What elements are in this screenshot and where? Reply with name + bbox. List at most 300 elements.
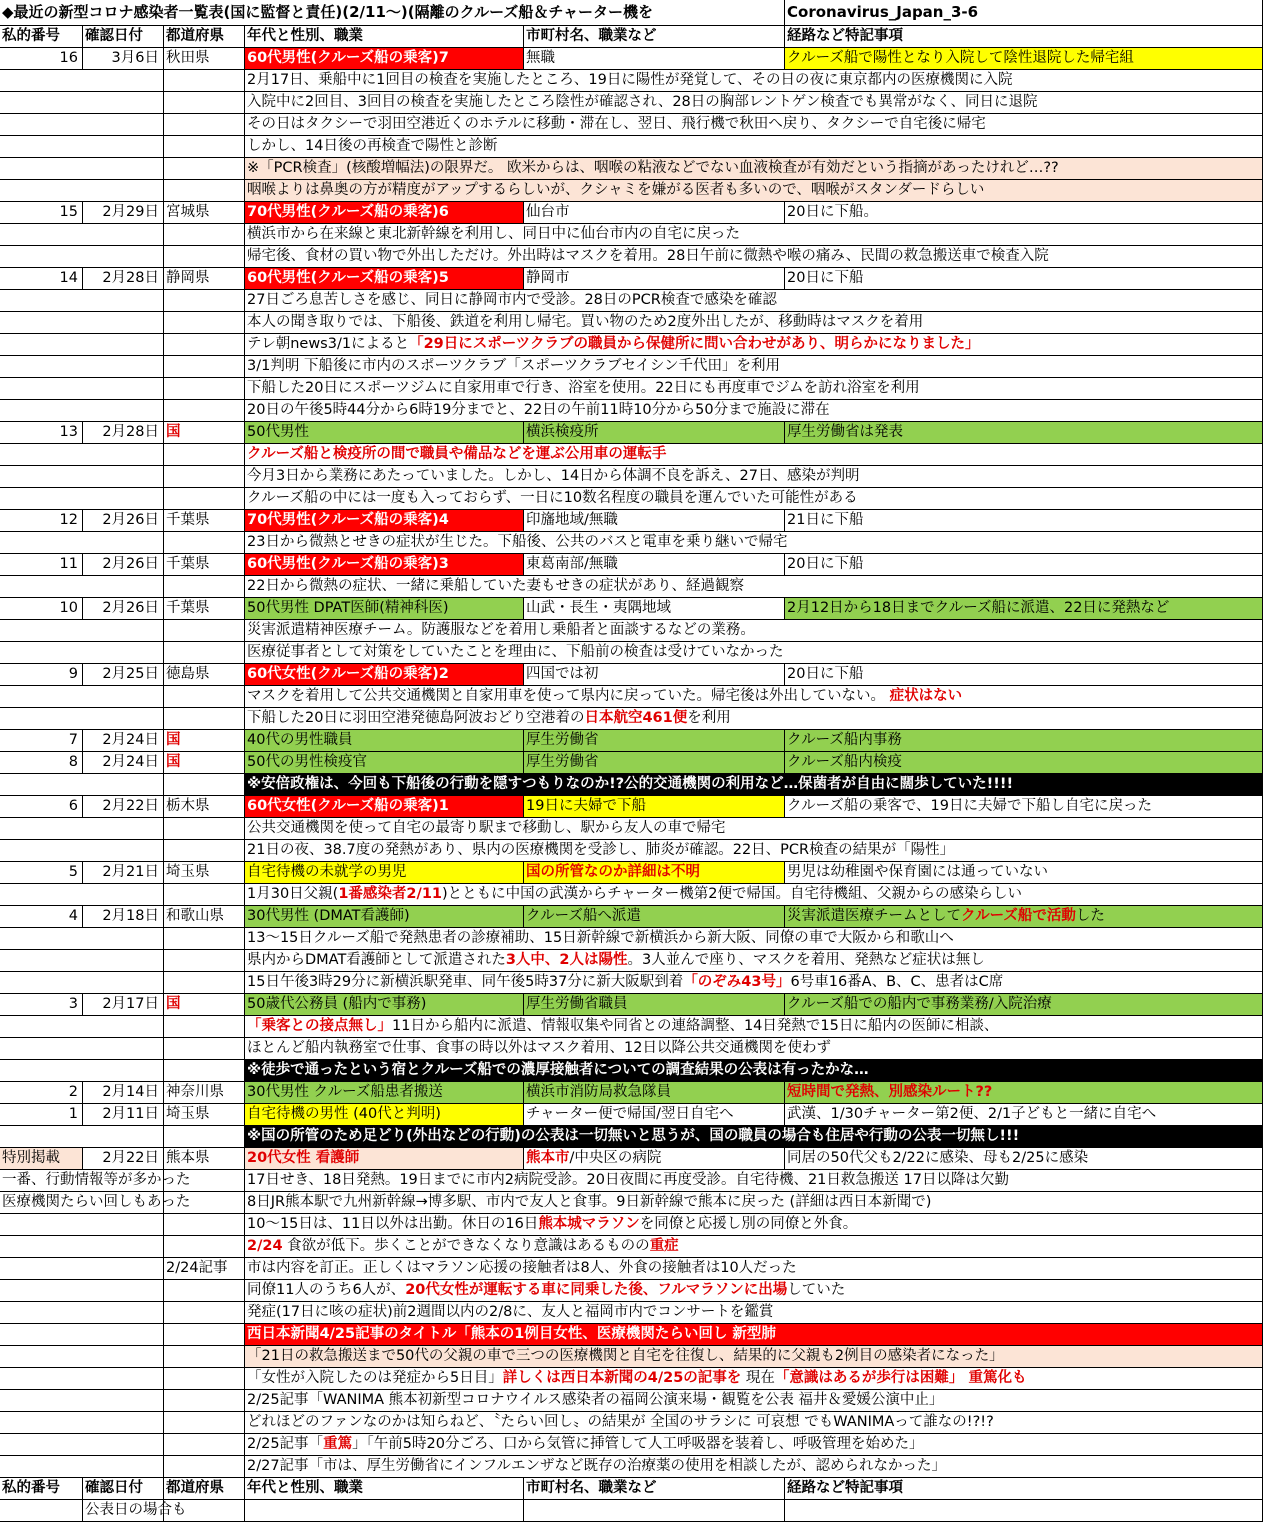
text-run: クルーズ船へ派遣 — [526, 908, 641, 924]
cell-empty — [164, 686, 245, 708]
text-run: テレ朝news3/1によると — [247, 336, 410, 352]
cell-empty — [0, 1302, 164, 1324]
cell-notes — [785, 752, 1263, 774]
cell-notes — [785, 268, 1263, 290]
lead-note — [0, 1192, 191, 1214]
text-run: クルーズ船内事務 — [787, 732, 902, 748]
cell-empty — [0, 1038, 164, 1060]
cell-age-sex — [245, 510, 524, 532]
text-run: 医療機関たらい回しもあった — [2, 1194, 191, 1210]
note-row — [0, 972, 1263, 994]
cell-empty — [164, 334, 245, 356]
text-run: 3/1判明 下船後に市内のスポーツクラブ「スポーツクラブセイシン千代田」を利用 — [247, 358, 781, 374]
note-row — [0, 136, 1263, 158]
note-text — [245, 774, 1263, 796]
text-run: 2/24記事 — [166, 1260, 228, 1276]
case-row — [0, 268, 1263, 290]
note-text — [245, 246, 1263, 268]
cell-city — [524, 862, 785, 884]
text-run: 東葛南部/無職 — [526, 556, 618, 572]
note-text — [245, 1368, 1263, 1390]
cell-city — [524, 48, 785, 70]
text-run: 10～15日は、11日以外は出勤。休日の16日 — [247, 1216, 539, 1232]
note-row — [0, 532, 1263, 554]
case-row — [0, 48, 1263, 70]
cell-empty — [0, 114, 164, 136]
cell-empty — [0, 928, 164, 950]
cell-empty — [164, 1390, 245, 1412]
text-run: 下船した20日にスポーツジムに自家用車で行き、浴室を使用。22日にも再度車でジムを訪れ浴室を利用 — [247, 380, 920, 396]
cell-empty — [0, 774, 164, 796]
cell-empty — [164, 92, 245, 114]
cell-notes — [785, 1148, 1263, 1170]
text-run: 2月12日から18日までクルーズ船に派遣、22日に発熱など — [787, 600, 1170, 616]
cell-empty — [0, 972, 164, 994]
cell-number: 5 — [0, 862, 83, 884]
text-run: ※「PCR検査」(核酸増幅法)の限界だ。 欧米からは、咽喉の粘液などでない血液検査が有効だという指摘があったけれど…?? — [247, 160, 1059, 176]
text-run: 20日に下船 — [787, 556, 864, 572]
text-run: 2/24 — [247, 1238, 283, 1254]
note-row — [0, 950, 1263, 972]
cell-empty — [164, 114, 245, 136]
footer-header-date: 確認日付 — [83, 1478, 164, 1500]
text-run: 20日に下船。 — [787, 204, 878, 220]
note-row — [0, 1280, 1263, 1302]
cell-date: 2月18日 — [83, 906, 164, 928]
header-age-sex: 年代と性別、職業 — [245, 26, 524, 48]
cell-empty — [0, 180, 164, 202]
cell-empty — [0, 1280, 164, 1302]
cell-number: 6 — [0, 796, 83, 818]
cell-notes — [785, 730, 1263, 752]
cell-date: 3月6日 — [83, 48, 164, 70]
cell-city — [524, 906, 785, 928]
note-row — [0, 444, 1263, 466]
text-run: 「のぞみ43号」 — [683, 974, 791, 990]
text-run: 17日せき、18日発熱。19日までに市内2病院受診。20日夜間に再度受診。自宅待機、21日救急搬送 17日以降は欠勤 — [247, 1172, 1009, 1188]
cell-empty — [0, 1434, 164, 1456]
cell-city — [524, 752, 785, 774]
note-text — [245, 1016, 1263, 1038]
cell-prefecture: 宮城県 — [164, 202, 245, 224]
cell-city — [524, 422, 785, 444]
text-run: 熊本城マラソン — [538, 1216, 640, 1232]
cell-notes — [785, 906, 1263, 928]
cell-prefecture: 栃木県 — [164, 796, 245, 818]
note-text — [245, 708, 1263, 730]
text-run: 22日から微熱の症状、一緒に乗船していた妻もせきの症状があり、経過観察 — [247, 578, 744, 594]
text-run: 重篤 — [323, 1436, 353, 1452]
note-text — [245, 180, 1263, 202]
text-run: 50代男性 DPAT医師(精神科医) — [247, 600, 449, 616]
cell-number — [0, 1148, 83, 1170]
case-row — [0, 1104, 1263, 1126]
case-row — [0, 422, 1263, 444]
text-run: 短時間で発熱、別感染ルート?? — [787, 1084, 993, 1100]
cell-empty — [0, 708, 164, 730]
text-run: 男児は幼稚園や保育園には通っていない — [787, 864, 1048, 880]
note-text — [245, 1412, 1263, 1434]
note-text — [245, 356, 1263, 378]
text-run: ※徒歩で通ったという宿とクルーズ船での濃厚接触者についての調査結果の公表は有ったかな… — [247, 1062, 869, 1078]
cell-notes — [785, 422, 1263, 444]
cell-prefecture: 神奈川県 — [164, 1082, 245, 1104]
text-run: 四国では初 — [526, 666, 599, 682]
cell-prefecture: 埼玉県 — [164, 1104, 245, 1126]
cell-empty — [164, 576, 245, 598]
note-row — [0, 818, 1263, 840]
cell-age-sex — [245, 730, 524, 752]
cell-empty — [164, 818, 245, 840]
note-row — [0, 1038, 1263, 1060]
cell-empty — [0, 1390, 164, 1412]
cell-empty — [164, 290, 245, 312]
text-run: 熊本市 — [526, 1150, 570, 1166]
text-run: 詳しくは西日本新聞の4/25の記事を — [502, 1370, 742, 1386]
cell-empty — [0, 642, 164, 664]
text-run: 自宅待機の男性 (40代と判明) — [247, 1106, 441, 1122]
cell-age-sex — [245, 1104, 524, 1126]
cell-empty — [164, 774, 245, 796]
cell-prefecture — [164, 730, 245, 752]
cell-city — [524, 202, 785, 224]
cell-empty — [164, 466, 245, 488]
note-text — [245, 334, 1263, 356]
cell-date: 2月28日 — [83, 422, 164, 444]
text-run: 50代の男性検疫官 — [247, 754, 367, 770]
note-text — [245, 686, 1263, 708]
cell-date: 2月24日 — [83, 752, 164, 774]
text-run: 国 — [166, 424, 181, 440]
cell-empty — [164, 246, 245, 268]
cell-number: 13 — [0, 422, 83, 444]
note-row — [0, 576, 1263, 598]
note-row — [0, 1302, 1263, 1324]
text-run: 2/25記事「WANIMA 熊本初新型コロナウイルス感染者の福岡公演来場・観覧を公表 福井＆愛媛公演中止」 — [247, 1392, 944, 1408]
text-run: クルーズ船で陽性となり入院して陰性退院した帰宅組 — [787, 50, 1134, 66]
cell-prefecture: 埼玉県 — [164, 862, 245, 884]
note-text — [245, 1214, 1263, 1236]
text-run: 国 — [166, 754, 181, 770]
text-run: 国の所管なのか詳細は不明 — [526, 864, 700, 880]
footer-note: 公表日の場合も — [83, 1500, 164, 1522]
cell-city — [524, 268, 785, 290]
note-text — [245, 488, 1263, 510]
cell-date: 2月24日 — [83, 730, 164, 752]
cell-age-sex — [245, 268, 524, 290]
text-run: 13～15日クルーズ船で発熱患者の診療補助、15日新幹線で新横浜から新大阪、同僚の車で大阪から和歌山へ — [247, 930, 954, 946]
note-row — [0, 884, 1263, 906]
cell-empty — [164, 1236, 245, 1258]
note-text — [245, 1170, 1263, 1192]
note-row — [0, 1368, 1263, 1390]
cell-empty — [164, 840, 245, 862]
note-row — [0, 1060, 1263, 1082]
note-text — [245, 620, 1263, 642]
cell-age-sex — [245, 202, 524, 224]
header-number: 私的番号 — [0, 26, 83, 48]
cell-empty — [164, 136, 245, 158]
text-run: 60代女性(クルーズ船の乗客)2 — [247, 666, 449, 682]
cell-age-sex — [245, 48, 524, 70]
text-run: クルーズ船で活動 — [961, 908, 1076, 924]
cell-empty — [164, 884, 245, 906]
text-run: 30代男性 (DMAT看護師) — [247, 908, 410, 924]
footer-age-cell — [245, 1500, 524, 1522]
cell-date: 2月21日 — [83, 862, 164, 884]
text-run: 」「午前5時20分ごろ、口から気管に挿管して人工呼吸器を装着し、呼吸管理を始めた」 — [352, 1436, 924, 1452]
cell-prefecture: 秋田県 — [164, 48, 245, 70]
cell-empty — [0, 466, 164, 488]
cell-empty — [164, 356, 245, 378]
text-run: 災害派遣精神医療チーム。防護服などを着用し乗船者と面談するなどの業務。 — [247, 622, 755, 638]
cell-empty — [0, 70, 164, 92]
text-run: 帰宅後、食材の買い物で外出しただけ。外出時はマスクを着用。28日午前に微熱や喉の痛み、民間の救急搬送車で検査入院 — [247, 248, 1049, 264]
cell-prefecture: 徳島県 — [164, 664, 245, 686]
footer-header-city: 市町村名、職業など — [524, 1478, 785, 1500]
text-run: 「29日にスポーツクラブの職員から保健所に問い合わせがあり、明らかになりました」 — [409, 336, 980, 352]
note-row — [0, 224, 1263, 246]
cell-age-sex — [245, 994, 524, 1016]
note-text — [245, 114, 1263, 136]
text-run: 20代女性 看護師 — [247, 1150, 360, 1166]
case-row — [0, 994, 1263, 1016]
text-run: 現在 — [741, 1370, 775, 1386]
cell-empty — [164, 1434, 245, 1456]
cell-empty — [0, 1016, 164, 1038]
text-run: ほとんど船内執務室で仕事、食事の時以外はマスク着用、12日以降公共交通機関を使わず — [247, 1040, 831, 1056]
footer-city-cell — [524, 1500, 785, 1522]
text-run: 27日ごろ息苦しさを感じ、同日に静岡市内で受診。28日のPCR検査で感染を確認 — [247, 292, 777, 308]
text-run: 厚生労働省職員 — [526, 996, 628, 1012]
note-row — [0, 1236, 1263, 1258]
text-run: 山武・長生・夷隅地域 — [526, 600, 671, 616]
cell-number: 16 — [0, 48, 83, 70]
cell-empty — [0, 92, 164, 114]
note-row — [0, 620, 1263, 642]
note-text — [245, 1280, 1263, 1302]
cell-notes — [785, 510, 1263, 532]
cell-notes — [785, 664, 1263, 686]
note-text — [245, 642, 1263, 664]
cell-date: 2月17日 — [83, 994, 164, 1016]
cell-date: 2月26日 — [83, 510, 164, 532]
text-run: 横浜検疫所 — [526, 424, 599, 440]
cell-notes — [785, 554, 1263, 576]
cell-date: 2月11日 — [83, 1104, 164, 1126]
text-run: 特別掲載 — [2, 1150, 60, 1166]
text-run: 発症(17日に咳の症状)前2週間以内の2/8に、友人と福岡市内でコンサートを鑑賞 — [247, 1304, 774, 1320]
text-run: 1月30日父親( — [247, 886, 339, 902]
cell-number: 12 — [0, 510, 83, 532]
cell-city — [524, 510, 785, 532]
cell-number: 1 — [0, 1104, 83, 1126]
text-run: どれほどのファンなのかは知らねど、〝たらい回し〟の結果が 全国のサラシに 可哀想 でもWANIMAって誰なの!?!? — [247, 1414, 994, 1430]
lead-note — [0, 1170, 191, 1192]
footer-number-cell — [0, 1500, 83, 1522]
note-row — [0, 1324, 1263, 1346]
note-row — [0, 840, 1263, 862]
cell-empty — [0, 950, 164, 972]
note-text — [245, 136, 1263, 158]
cell-empty — [0, 1060, 164, 1082]
cell-empty — [164, 312, 245, 334]
cell-notes — [785, 202, 1263, 224]
cell-empty — [164, 400, 245, 422]
note-row — [0, 1170, 1263, 1192]
cell-number: 10 — [0, 598, 83, 620]
cell-empty — [0, 840, 164, 862]
text-run: 30代男性 クルーズ船患者搬送 — [247, 1084, 443, 1100]
cell-empty — [0, 444, 164, 466]
cell-empty — [164, 1346, 245, 1368]
text-run: 。3人並んで座り、マスクを着用、発熱など症状は無し — [627, 952, 985, 968]
text-run: チャーター便で帰国/翌日自宅へ — [526, 1106, 734, 1122]
note-text — [245, 1192, 1263, 1214]
text-run: 横浜市消防局救急隊員 — [526, 1084, 671, 1100]
sheet-filename: Coronavirus_Japan_3-6 — [785, 0, 1263, 26]
text-run: 日本航空461便 — [584, 710, 688, 726]
text-run: 2/25記事「 — [247, 1436, 324, 1452]
cell-empty — [164, 642, 245, 664]
text-run: 咽喉よりは鼻奥の方が精度がアップするらしいが、クシャミを嫌がる医者も多いので、咽喉がスタンダードらしい — [247, 182, 985, 198]
text-run: 自宅待機の未就学の男児 — [247, 864, 407, 880]
text-run: 19日に夫婦で下船 — [526, 798, 646, 814]
cell-notes — [785, 48, 1263, 70]
text-run: 21日の夜、38.7度の発熱があり、県内の医療機関を受診し、肺炎が確認。22日、PCR検査の結果が「陽性」 — [247, 842, 955, 858]
cell-prefecture — [164, 422, 245, 444]
cell-empty — [0, 1126, 164, 1148]
cell-city — [524, 554, 785, 576]
note-text — [245, 972, 1263, 994]
text-run: 60代男性(クルーズ船の乗客)3 — [247, 556, 449, 572]
text-run: を同僚と応援し別の同僚と外食。 — [639, 1216, 858, 1232]
cell-prefecture — [164, 994, 245, 1016]
note-text — [245, 1258, 1263, 1280]
text-run: 2月17日、乗船中に1回目の検査を実施したところ、19日に陽性が発覚して、その日の夜に東京都内の医療機関に入院 — [247, 72, 1013, 88]
text-run: 症状はない — [889, 688, 963, 704]
note-text — [245, 1126, 1263, 1148]
cell-empty — [164, 488, 245, 510]
case-row — [0, 510, 1263, 532]
text-run: )とともに中国の武漢からチャーター機第2便で帰国。自宅待機組、父親からの感染らしい — [442, 886, 1022, 902]
cell-empty — [164, 224, 245, 246]
cell-empty — [164, 1368, 245, 1390]
note-text — [245, 92, 1263, 114]
cell-empty — [164, 1214, 245, 1236]
text-run: 「21日の救急搬送まで50代の父親の車で三つの医療機関と自宅を往復し、結果的に父親も2例目の感染者になった」 — [247, 1348, 1004, 1364]
cell-empty — [0, 224, 164, 246]
cell-empty — [0, 1456, 164, 1478]
cell-date: 2月26日 — [83, 598, 164, 620]
case-row — [0, 862, 1263, 884]
note-text — [245, 950, 1263, 972]
header-city: 市町村名、職業など — [524, 26, 785, 48]
footer-header-notes: 経路など特記事項 — [785, 1478, 1263, 1500]
cell-empty — [0, 356, 164, 378]
cell-empty — [0, 488, 164, 510]
cell-notes — [785, 1104, 1263, 1126]
text-run: 印旛地域/無職 — [526, 512, 618, 528]
cell-empty — [164, 620, 245, 642]
text-run: を利用 — [687, 710, 731, 726]
note-text — [245, 532, 1263, 554]
cell-empty — [164, 180, 245, 202]
text-run: 2/27記事「市は、厚生労働省にインフルエンザなど既存の治療薬の使用を相談したが、認められなかった」 — [247, 1458, 946, 1474]
cell-empty — [0, 246, 164, 268]
cell-prefecture: 千葉県 — [164, 598, 245, 620]
text-run: クルーズ船の乗客で、19日に夫婦で下船し自宅に戻った — [787, 798, 1152, 814]
header-date: 確認日付 — [83, 26, 164, 48]
note-row — [0, 488, 1263, 510]
cell-empty — [0, 1236, 164, 1258]
cell-age-sex — [245, 664, 524, 686]
cell-empty — [164, 1016, 245, 1038]
note-text — [245, 290, 1263, 312]
cell-empty — [0, 818, 164, 840]
cell-number: 9 — [0, 664, 83, 686]
cell-empty — [164, 928, 245, 950]
text-run: 武漢、1/30チャーター第2便、2/1子どもと一緒に自宅へ — [787, 1106, 1157, 1122]
cell-empty — [0, 312, 164, 334]
note-row — [0, 312, 1263, 334]
note-text — [245, 1236, 1263, 1258]
cell-date-note — [164, 1258, 245, 1280]
note-row — [0, 1258, 1263, 1280]
cell-empty — [164, 158, 245, 180]
footer-header-age-sex: 年代と性別、職業 — [245, 1478, 524, 1500]
cell-date: 2月25日 — [83, 664, 164, 686]
case-row — [0, 730, 1263, 752]
text-run: 国 — [166, 996, 181, 1012]
cell-city — [524, 994, 785, 1016]
text-run: 70代男性(クルーズ船の乗客)4 — [247, 512, 449, 528]
cell-empty — [0, 576, 164, 598]
cell-empty — [164, 1126, 245, 1148]
note-row — [0, 400, 1263, 422]
cell-empty — [164, 532, 245, 554]
text-run: 1番感染者2/11 — [338, 886, 442, 902]
note-text — [245, 840, 1263, 862]
note-row — [0, 1126, 1263, 1148]
cell-age-sex — [245, 796, 524, 818]
text-run: 「乗客との接点無し」 — [247, 1018, 392, 1034]
text-run: 40代の男性職員 — [247, 732, 353, 748]
text-run: 20代女性が運転する車に同乗した後、フルマラソンに出場 — [405, 1282, 788, 1298]
header-prefecture: 都道府県 — [164, 26, 245, 48]
note-text — [245, 928, 1263, 950]
text-run: 本人の聞き取りでは、下船後、鉄道を利用し帰宅。買い物のため2度外出したが、移動時はマスクを着用 — [247, 314, 924, 330]
note-row — [0, 180, 1263, 202]
footer-header-number: 私的番号 — [0, 1478, 83, 1500]
cell-empty — [0, 400, 164, 422]
note-row — [0, 1016, 1263, 1038]
cell-notes — [785, 1082, 1263, 1104]
note-row — [0, 466, 1263, 488]
text-run: した — [1075, 908, 1105, 924]
text-run: 仙台市 — [526, 204, 570, 220]
text-run: 県内からDMAT看護師として派遣された — [247, 952, 506, 968]
text-run: 公共交通機関を使って自宅の最寄り駅まで移動し、駅から友人の車で帰宅 — [247, 820, 726, 836]
cell-empty — [164, 1324, 245, 1346]
case-row — [0, 202, 1263, 224]
cell-empty — [0, 158, 164, 180]
text-run: ※国の所管のため足どり(外出などの行動)の公表は一切無いと思うが、国の職員の場合も住居や行動の公表一切無し!!! — [247, 1128, 1020, 1144]
text-run: クルーズ船での船内で事務業務/入院治療 — [787, 996, 1052, 1012]
note-row — [0, 1412, 1263, 1434]
text-run: 6号車16番A、B、C、患者はC席 — [790, 974, 1004, 990]
cell-date: 2月22日 — [83, 796, 164, 818]
